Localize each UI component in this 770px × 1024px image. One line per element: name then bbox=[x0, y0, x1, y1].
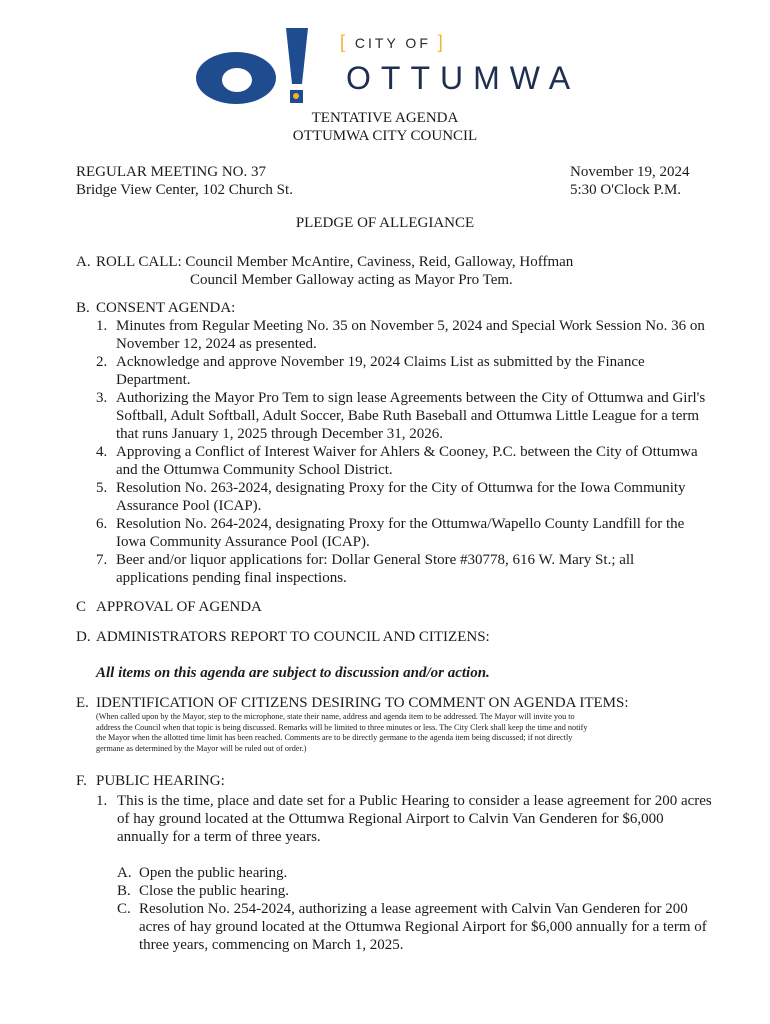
list-item-text: Softball, Adult Softball, Adult Soccer, Babe Ruth Baseball and Ottumwa Little League for a term bbox=[116, 408, 700, 424]
citizen-comment-heading: IDENTIFICATION OF CITIZENS DESIRING TO COMMENT ON AGENDA ITEMS: bbox=[96, 695, 629, 711]
sub-item-letter: C. bbox=[117, 901, 131, 917]
mayor-pro-tem-line: Council Member Galloway acting as Mayor Pro Tem. bbox=[190, 272, 513, 288]
section-c-label: C bbox=[76, 599, 87, 615]
instruction-line: germane as determined by the Mayor will be ruled out of order.) bbox=[96, 743, 307, 753]
discussion-note: All items on this agenda are subject to discussion and/or action. bbox=[96, 665, 490, 681]
list-item-text: Assurance Pool (ICAP). bbox=[116, 498, 262, 514]
list-item-text: Authorizing the Mayor Pro Tem to sign lease Agreements between the City of Ottumwa and Girl's bbox=[116, 390, 706, 406]
list-item-text: Department. bbox=[116, 372, 191, 388]
section-b-label: B. bbox=[76, 300, 90, 316]
section-a-label: A. bbox=[76, 254, 91, 270]
list-item-number: 3. bbox=[96, 390, 108, 406]
sub-item-text: Open the public hearing. bbox=[139, 865, 288, 881]
logo-city-name: OTTUMWA bbox=[346, 60, 581, 96]
meeting-number: REGULAR MEETING NO. 37 bbox=[76, 164, 266, 180]
list-item-text: Approving a Conflict of Interest Waiver for Ahlers & Cooney, P.C. between the City of Ottumwa bbox=[116, 444, 698, 460]
instruction-line: address the Council when that topic is being discussed. Remarks will be limited to three minutes or less. The City Clerk shall keep the time and notify bbox=[96, 722, 588, 732]
instruction-line: (When called upon by the Mayor, step to the microphone, state their name, address and agenda item to be addressed. The Mayor will invite you to bbox=[96, 712, 575, 721]
list-item-number: 2. bbox=[96, 354, 108, 370]
pledge-heading: PLEDGE OF ALLEGIANCE bbox=[295, 215, 475, 231]
sub-item-text: acres of hay ground located at the Ottumwa Regional Airport for $6,000 annually for a term of bbox=[139, 919, 707, 935]
meeting-date: November 19, 2024 bbox=[570, 164, 690, 180]
sub-item-letter: B. bbox=[117, 883, 131, 899]
administrators-report-heading: ADMINISTRATORS REPORT TO COUNCIL AND CITIZENS: bbox=[96, 629, 490, 645]
list-item-number: 7. bbox=[96, 552, 108, 568]
citizen-comment-instructions bbox=[96, 712, 726, 754]
list-item-text: Resolution No. 263-2024, designating Proxy for the City of Ottumwa for the Iowa Community bbox=[116, 480, 686, 496]
agenda-title: TENTATIVE AGENDA bbox=[311, 110, 459, 126]
list-item-text: Beer and/or liquor applications for: Dollar General Store #30778, 616 W. Mary St.; all bbox=[116, 552, 635, 568]
logo-city-of: [ CITY OF ] bbox=[340, 32, 446, 52]
list-item-number: 4. bbox=[96, 444, 108, 460]
hearing-item-text: of hay ground located at the Ottumwa Regional Airport to Calvin Van Genderen for $6,000 bbox=[117, 811, 664, 827]
section-d-label: D. bbox=[76, 629, 91, 645]
list-item-text: applications pending final inspections. bbox=[116, 570, 347, 586]
public-hearing-heading: PUBLIC HEARING: bbox=[96, 773, 225, 789]
approval-of-agenda-heading: APPROVAL OF AGENDA bbox=[96, 599, 262, 615]
list-item-number: 5. bbox=[96, 480, 108, 496]
consent-agenda-heading: CONSENT AGENDA: bbox=[96, 300, 236, 316]
council-title: OTTUMWA CITY COUNCIL bbox=[292, 128, 478, 144]
list-item-text: and the Ottumwa Community School District. bbox=[116, 462, 393, 478]
hearing-item-number: 1. bbox=[96, 793, 108, 809]
roll-call-line: ROLL CALL: Council Member McAntire, Caviness, Reid, Galloway, Hoffman bbox=[96, 254, 574, 270]
sub-item-text: Resolution No. 254-2024, authorizing a lease agreement with Calvin Van Genderen for 200 bbox=[139, 901, 688, 917]
list-item-number: 6. bbox=[96, 516, 108, 532]
sub-item-text: Close the public hearing. bbox=[139, 883, 289, 899]
meeting-time: 5:30 O'Clock P.M. bbox=[570, 182, 682, 198]
sub-item-letter: A. bbox=[117, 865, 132, 881]
list-item-text: November 12, 2024 as presented. bbox=[116, 336, 317, 352]
list-item-text: Acknowledge and approve November 19, 2024 Claims List as submitted by the Finance bbox=[116, 354, 645, 370]
meeting-location: Bridge View Center, 102 Church St. bbox=[76, 182, 293, 198]
list-item-text: Resolution No. 264-2024, designating Proxy for the Ottumwa/Wapello County Landfill for the bbox=[116, 516, 685, 532]
list-item-text: Minutes from Regular Meeting No. 35 on November 5, 2024 and Special Work Session No. 36 on bbox=[116, 318, 705, 334]
section-e-label: E. bbox=[76, 695, 89, 711]
list-item-number: 1. bbox=[96, 318, 108, 334]
city-logo bbox=[190, 26, 610, 106]
sub-item-text: three years, commencing on March 1, 2025. bbox=[139, 937, 404, 953]
hearing-item-text: annually for a term of three years. bbox=[117, 829, 321, 845]
list-item-text: Iowa Community Assurance Pool (ICAP). bbox=[116, 534, 370, 550]
ottumwa-o-mark-icon bbox=[190, 26, 340, 106]
list-item-text: that runs January 1, 2025 through December 31, 2026. bbox=[116, 426, 444, 442]
instruction-line: the Mayor when the allotted time limit has been reached. Comments are to be directly germane to the agenda item being discussed; if not directly bbox=[96, 733, 573, 742]
section-f-label: F. bbox=[76, 773, 87, 789]
hearing-item-text: This is the time, place and date set for a Public Hearing to consider a lease agreement for 200 acres bbox=[117, 793, 712, 809]
